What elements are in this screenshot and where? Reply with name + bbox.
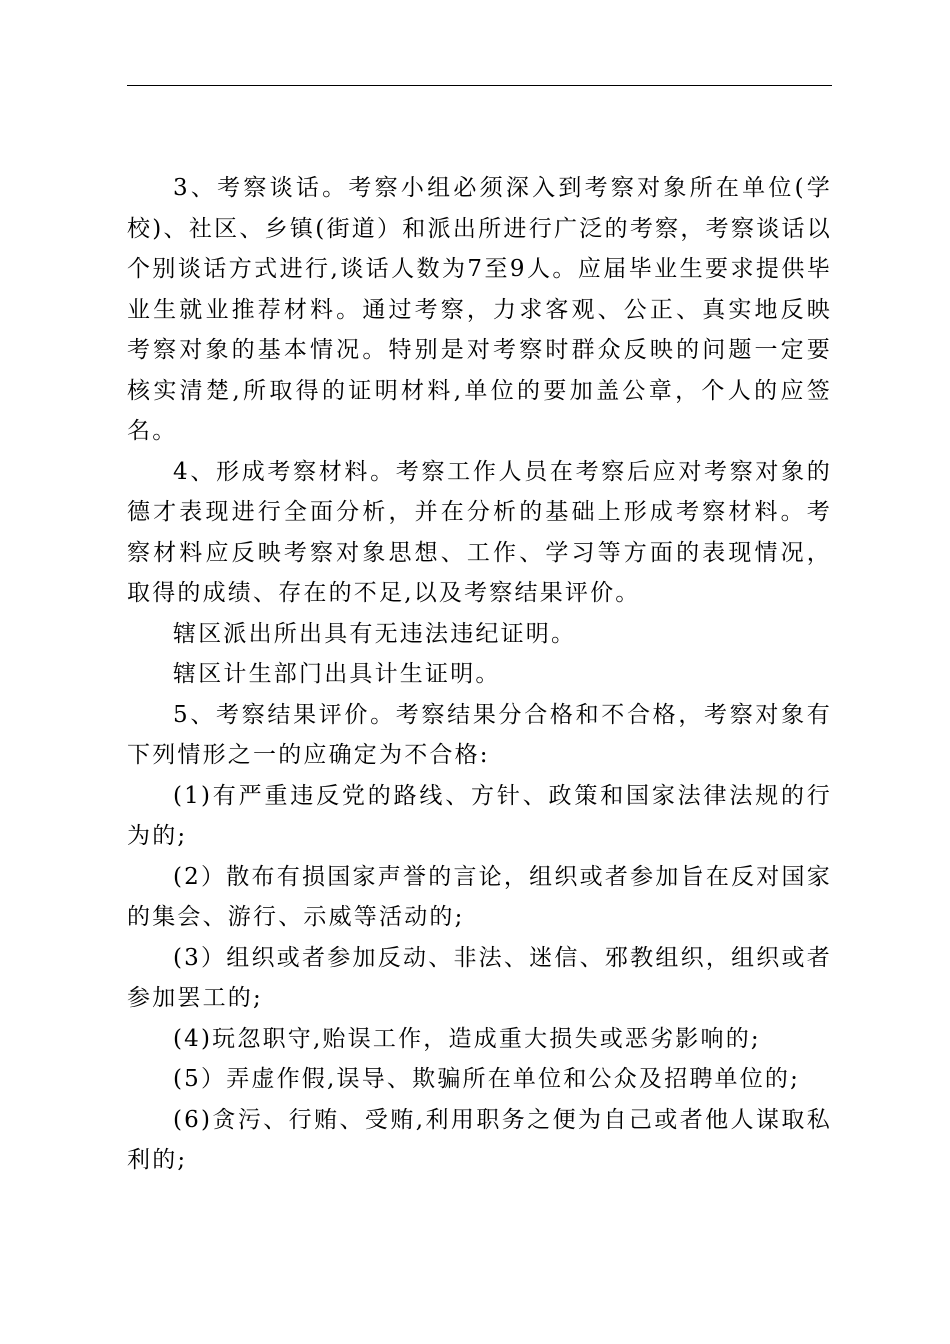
list-item-5: (5）弄虚作假,误导、欺骗所在单位和公众及招聘单位的;: [173, 1066, 801, 1092]
paragraph-police-certificate: 辖区派出所出具有无违法违纪证明。: [173, 620, 577, 647]
paragraph-interview: 3、考察谈话。考察小组必须深入到考察对象所在单位(学校)、社区、乡镇(街道）和派出所进行广泛的考察，考察谈话以个别谈话方式进行,谈话人数为7至9人。应届毕业生要求提供毕业生就业推荐材料。通过考察，力求客观、公正、真实地反映考察对象的基本情况。特别是对考察时群众反映的问题一定要核实清楚,所取得的证明材料,单位的要加盖公章，个人的应签名。: [127, 175, 832, 444]
list-item-6: (6)贪污、行贿、受贿,利用职务之便为自己或者他人谋取私利的;: [127, 1106, 832, 1173]
list-item-3: (3）组织或者参加反动、非法、迷信、邪教组织，组织或者参加罢工的;: [127, 944, 832, 1011]
paragraph-materials: 4、形成考察材料。考察工作人员在考察后应对考察对象的德才表现进行全面分析，并在分析的基础上形成考察材料。考察材料应反映考察对象思想、工作、学习等方面的表现情况，取得的成绩、存在的不足,以及考察结果评价。: [127, 458, 832, 606]
list-item-1: (1)有严重违反党的路线、方针、政策和国家法律法规的行为的;: [127, 782, 832, 849]
list-item-4: (4)玩忽职守,贻误工作，造成重大损失或恶劣影响的;: [173, 1025, 761, 1052]
list-item-2: (2）散布有损国家声誉的言论，组织或者参加旨在反对国家的集会、游行、示威等活动的;: [127, 863, 832, 930]
paragraph-evaluation: 5、考察结果评价。考察结果分合格和不合格，考察对象有下列情形之一的应确定为不合格:: [127, 701, 832, 768]
document-body: [127, 168, 832, 1181]
header-rule: [127, 85, 832, 86]
paragraph-family-planning-certificate: 辖区计生部门出具计生证明。: [173, 661, 501, 687]
